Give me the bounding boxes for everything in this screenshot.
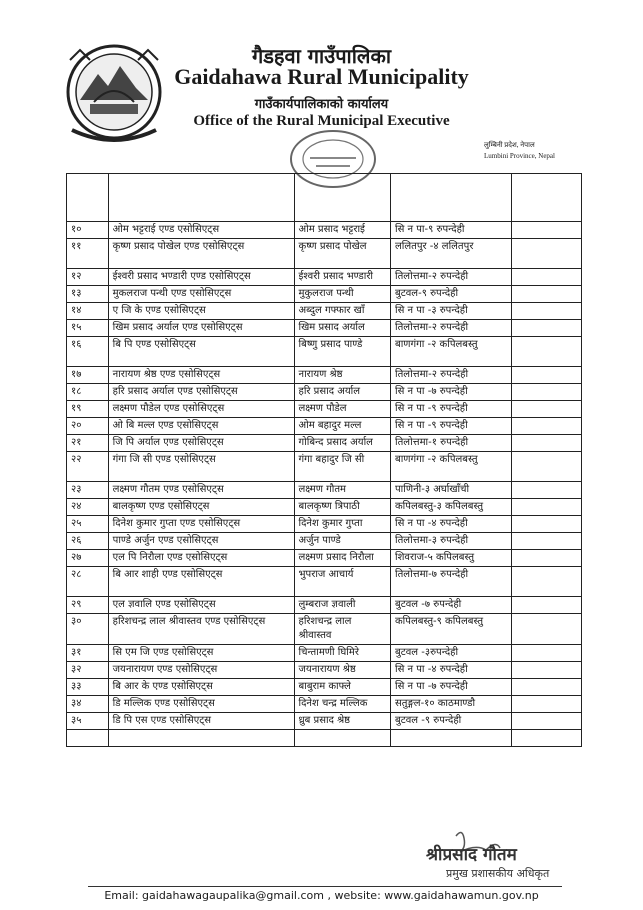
cell-address: बुटवल -७ रुपन्देही bbox=[391, 597, 512, 614]
cell-empty bbox=[511, 614, 581, 645]
cell-proprietor: गोबिन्द प्रसाद अर्याल bbox=[294, 435, 390, 452]
cell-address: कपिलबस्तु-९ कपिलबस्तु bbox=[391, 614, 512, 645]
cell-empty bbox=[511, 435, 581, 452]
province-address bbox=[484, 140, 555, 162]
firm-list-table bbox=[66, 173, 582, 747]
cell-address: पाणिनी-३ अर्घाखाँची bbox=[391, 482, 512, 499]
table-row bbox=[67, 679, 582, 696]
cell-proprietor: मुकुलराज पन्थी bbox=[294, 286, 390, 303]
cell-sn: २७ bbox=[67, 550, 109, 567]
cell-empty bbox=[108, 730, 294, 747]
signatory-name: श्रीप्रसाद गौतम bbox=[426, 845, 517, 865]
cell-proprietor: लक्ष्मण पौडेल bbox=[294, 401, 390, 418]
cell-empty bbox=[511, 696, 581, 713]
table-row bbox=[67, 452, 582, 482]
cell-empty bbox=[511, 645, 581, 662]
table-row-empty bbox=[67, 730, 582, 747]
cell-firm: गंगा जि सी एण्ड एसोसिएट्स bbox=[108, 452, 294, 482]
table-header-row bbox=[67, 174, 582, 222]
signatory-title: प्रमुख प्रशासकीय अधिकृत bbox=[446, 867, 550, 880]
table-row bbox=[67, 367, 582, 384]
cell-address: तिलोत्तमा-२ रुपन्देही bbox=[391, 269, 512, 286]
cell-firm: खिम प्रसाद अर्याल एण्ड एसोसिएट्स bbox=[108, 320, 294, 337]
cell-proprietor: बाबुराम काफ्ले bbox=[294, 679, 390, 696]
cell-empty bbox=[511, 239, 581, 269]
cell-firm: बालकृष्ण एण्ड एसोसिएट्स bbox=[108, 499, 294, 516]
cell-proprietor: भुपराज आचार्य bbox=[294, 567, 390, 597]
cell-proprietor: कृष्ण प्रसाद पोखेल bbox=[294, 239, 390, 269]
cell-sn: २० bbox=[67, 418, 109, 435]
cell-proprietor: दिनेश कुमार गुप्ता bbox=[294, 516, 390, 533]
cell-address: सि न पा -३ रुपन्देही bbox=[391, 303, 512, 320]
cell-address: बाणगंगा -२ कपिलबस्तु bbox=[391, 337, 512, 367]
office-nepali: गाउँकार्यपालिकाको कार्यालय bbox=[254, 97, 389, 112]
cell-proprietor: चिन्तामणी घिमिरे bbox=[294, 645, 390, 662]
header-cell bbox=[67, 174, 109, 222]
cell-sn: १८ bbox=[67, 384, 109, 401]
title-nepali: गैडहवा गाउँपालिका bbox=[251, 44, 392, 68]
cell-sn: १२ bbox=[67, 269, 109, 286]
cell-sn: १६ bbox=[67, 337, 109, 367]
table-row bbox=[67, 550, 582, 567]
cell-address: तिलोत्तमा-३ रुपन्देही bbox=[391, 533, 512, 550]
table-row bbox=[67, 696, 582, 713]
cell-firm: लक्ष्मण पौडेल एण्ड एसोसिएट्स bbox=[108, 401, 294, 418]
cell-address: सि न पा -७ रुपन्देही bbox=[391, 384, 512, 401]
cell-proprietor: दिनेश चन्द्र मल्लिक bbox=[294, 696, 390, 713]
cell-empty bbox=[511, 337, 581, 367]
cell-proprietor: लक्ष्मण गौतम bbox=[294, 482, 390, 499]
cell-empty bbox=[511, 730, 581, 747]
cell-address: सि न पा -९ रुपन्देही bbox=[391, 418, 512, 435]
table-row bbox=[67, 286, 582, 303]
cell-address: कपिलबस्तु-३ कपिलबस्तु bbox=[391, 499, 512, 516]
cell-firm: ओ बि मल्ल एण्ड एसोसिएट्स bbox=[108, 418, 294, 435]
footer-divider bbox=[88, 886, 562, 887]
cell-firm: हरि प्रसाद अर्याल एण्ड एसोसिएट्स bbox=[108, 384, 294, 401]
cell-empty bbox=[511, 320, 581, 337]
footer-contact: Email: gaidahawagaupalika@gmail.com , website: www.gaidahawamun.gov.np bbox=[104, 889, 539, 902]
cell-sn: १५ bbox=[67, 320, 109, 337]
cell-firm: दिनेश कुमार गुप्ता एण्ड एसोसिएट्स bbox=[108, 516, 294, 533]
cell-empty bbox=[391, 730, 512, 747]
cell-address: सि न पा -७ रुपन्देही bbox=[391, 679, 512, 696]
cell-firm: पाण्डे अर्जुन एण्ड एसोसिएट्स bbox=[108, 533, 294, 550]
cell-sn: ३० bbox=[67, 614, 109, 645]
table-row bbox=[67, 337, 582, 367]
table-row bbox=[67, 303, 582, 320]
cell-firm: मुकलराज पन्थी एण्ड एसोसिएट्स bbox=[108, 286, 294, 303]
cell-address: तिलोत्तमा-२ रुपन्देही bbox=[391, 367, 512, 384]
cell-empty bbox=[511, 418, 581, 435]
cell-empty bbox=[511, 679, 581, 696]
cell-firm: नारायण श्रेष्ठ एण्ड एसोसिएट्स bbox=[108, 367, 294, 384]
cell-sn: २९ bbox=[67, 597, 109, 614]
cell-empty bbox=[511, 303, 581, 320]
table-row bbox=[67, 239, 582, 269]
cell-address: ललितपुर -४ ललितपुर bbox=[391, 239, 512, 269]
table-row bbox=[67, 269, 582, 286]
cell-empty bbox=[511, 597, 581, 614]
cell-sn: १० bbox=[67, 222, 109, 239]
cell-sn: २२ bbox=[67, 452, 109, 482]
cell-proprietor: बालकृष्ण त्रिपाठी bbox=[294, 499, 390, 516]
cell-empty bbox=[511, 269, 581, 286]
cell-firm: बि पि एण्ड एसोसिएट्स bbox=[108, 337, 294, 367]
cell-firm: डि मल्लिक एण्ड एसोसिएट्स bbox=[108, 696, 294, 713]
cell-sn: १७ bbox=[67, 367, 109, 384]
table-row bbox=[67, 401, 582, 418]
cell-sn: १४ bbox=[67, 303, 109, 320]
cell-address: सि न पा -४ रुपन्देही bbox=[391, 662, 512, 679]
cell-sn: ३३ bbox=[67, 679, 109, 696]
cell-proprietor: गंगा बहादुर जि सी bbox=[294, 452, 390, 482]
cell-address: बुटवल-९ रुपन्देही bbox=[391, 286, 512, 303]
table-row bbox=[67, 222, 582, 239]
cell-empty bbox=[511, 713, 581, 730]
cell-address: सतुङ्गल-१० काठमाण्डौ bbox=[391, 696, 512, 713]
table-row bbox=[67, 516, 582, 533]
cell-address: सि न पा -९ रुपन्देही bbox=[391, 401, 512, 418]
cell-proprietor: बिष्णु प्रसाद पाण्डे bbox=[294, 337, 390, 367]
cell-empty bbox=[511, 401, 581, 418]
cell-firm: ओम भट्टराई एण्ड एसोसिएट्स bbox=[108, 222, 294, 239]
cell-empty bbox=[511, 516, 581, 533]
table-row bbox=[67, 567, 582, 597]
table-row bbox=[67, 533, 582, 550]
table-row bbox=[67, 713, 582, 730]
cell-address: शिवराज-५ कपिलबस्तु bbox=[391, 550, 512, 567]
cell-firm: कृष्ण प्रसाद पोखेल एण्ड एसोसिएट्स bbox=[108, 239, 294, 269]
cell-proprietor: हरिशचन्द्र लाल श्रीवास्तव bbox=[294, 614, 390, 645]
cell-firm: जि पि अर्याल एण्ड एसोसिएट्स bbox=[108, 435, 294, 452]
header-cell bbox=[511, 174, 581, 222]
cell-firm: हरिशचन्द्र लाल श्रीवास्तव एण्ड एसोसिएट्स bbox=[108, 614, 294, 645]
table-row bbox=[67, 499, 582, 516]
cell-sn: ३२ bbox=[67, 662, 109, 679]
header-cell bbox=[391, 174, 512, 222]
table-row bbox=[67, 384, 582, 401]
cell-address: सि न पा -४ रुपन्देही bbox=[391, 516, 512, 533]
office-english: Office of the Rural Municipal Executive bbox=[193, 113, 450, 129]
cell-empty bbox=[511, 384, 581, 401]
province-nepali: लुम्बिनी प्रदेश, नेपाल bbox=[484, 141, 535, 149]
cell-empty bbox=[511, 367, 581, 384]
cell-firm: डि पि एस एण्ड एसोसिएट्स bbox=[108, 713, 294, 730]
cell-proprietor: नारायण श्रेष्ठ bbox=[294, 367, 390, 384]
cell-sn: २४ bbox=[67, 499, 109, 516]
cell-empty bbox=[511, 482, 581, 499]
cell-firm: बि आर शाही एण्ड एसोसिएट्स bbox=[108, 567, 294, 597]
table-row bbox=[67, 320, 582, 337]
cell-sn: २८ bbox=[67, 567, 109, 597]
cell-proprietor: जयनारायण श्रेष्ठ bbox=[294, 662, 390, 679]
cell-proprietor: लक्ष्मण प्रसाद निरौला bbox=[294, 550, 390, 567]
cell-empty bbox=[511, 286, 581, 303]
cell-sn: ३१ bbox=[67, 645, 109, 662]
cell-address: बाणगंगा -२ कपिलबस्तु bbox=[391, 452, 512, 482]
table-row bbox=[67, 662, 582, 679]
cell-address: सि न पा-९ रुपन्देही bbox=[391, 222, 512, 239]
cell-sn: २१ bbox=[67, 435, 109, 452]
title-english: Gaidahawa Rural Municipality bbox=[174, 64, 469, 89]
cell-proprietor: ईश्वरी प्रसाद भण्डारी bbox=[294, 269, 390, 286]
header-cell bbox=[108, 174, 294, 222]
cell-sn: २६ bbox=[67, 533, 109, 550]
cell-sn: १३ bbox=[67, 286, 109, 303]
table-row bbox=[67, 435, 582, 452]
cell-firm: बि आर के एण्ड एसोसिएट्स bbox=[108, 679, 294, 696]
table-row bbox=[67, 482, 582, 499]
cell-sn: ११ bbox=[67, 239, 109, 269]
cell-proprietor: खिम प्रसाद अर्याल bbox=[294, 320, 390, 337]
cell-empty bbox=[511, 662, 581, 679]
cell-empty bbox=[511, 533, 581, 550]
cell-sn: २३ bbox=[67, 482, 109, 499]
cell-proprietor: अब्दुल गफ्फार खाँ bbox=[294, 303, 390, 320]
cell-empty bbox=[67, 730, 109, 747]
table-row bbox=[67, 614, 582, 645]
header-cell bbox=[294, 174, 390, 222]
cell-proprietor: अर्जुन पाण्डे bbox=[294, 533, 390, 550]
table-row bbox=[67, 597, 582, 614]
firm-list-body bbox=[67, 174, 582, 747]
cell-address: तिलोत्तमा-२ रुपन्देही bbox=[391, 320, 512, 337]
table-row bbox=[67, 418, 582, 435]
cell-firm: एल ज्ञवालि एण्ड एसोसिएट्स bbox=[108, 597, 294, 614]
cell-sn: २५ bbox=[67, 516, 109, 533]
cell-sn: ३४ bbox=[67, 696, 109, 713]
cell-sn: ३५ bbox=[67, 713, 109, 730]
cell-firm: लक्ष्मण गौतम एण्ड एसोसिएट्स bbox=[108, 482, 294, 499]
cell-proprietor: ओम प्रसाद भट्टराई bbox=[294, 222, 390, 239]
cell-address: तिलोत्तमा-१ रुपन्देही bbox=[391, 435, 512, 452]
cell-proprietor: हरि प्रसाद अर्याल bbox=[294, 384, 390, 401]
cell-proprietor: ओम बहादुर मल्ल bbox=[294, 418, 390, 435]
cell-empty bbox=[511, 452, 581, 482]
cell-proprietor: लुम्बराज ज्ञवाली bbox=[294, 597, 390, 614]
cell-sn: १९ bbox=[67, 401, 109, 418]
cell-empty bbox=[294, 730, 390, 747]
cell-empty bbox=[511, 567, 581, 597]
cell-address: तिलोत्तमा-७ रुपन्देही bbox=[391, 567, 512, 597]
cell-address: बुटवल -३रुपन्देही bbox=[391, 645, 512, 662]
cell-firm: ईश्वरी प्रसाद भण्डारी एण्ड एसोसिएट्स bbox=[108, 269, 294, 286]
province-english: Lumbini Province, Nepal bbox=[484, 152, 555, 160]
cell-empty bbox=[511, 550, 581, 567]
cell-empty bbox=[511, 222, 581, 239]
cell-address: बुटवल -९ रुपन्देही bbox=[391, 713, 512, 730]
cell-proprietor: ध्रुब प्रसाद श्रेष्ठ bbox=[294, 713, 390, 730]
cell-empty bbox=[511, 499, 581, 516]
cell-firm: ए जि के एण्ड एसोसिएट्स bbox=[108, 303, 294, 320]
cell-firm: एल पि निरौला एण्ड एसोसिएट्स bbox=[108, 550, 294, 567]
cell-firm: सि एम जि एण्ड एसोसिएट्स bbox=[108, 645, 294, 662]
table-row bbox=[67, 645, 582, 662]
cell-firm: जयनारायण एण्ड एसोसिएट्स bbox=[108, 662, 294, 679]
